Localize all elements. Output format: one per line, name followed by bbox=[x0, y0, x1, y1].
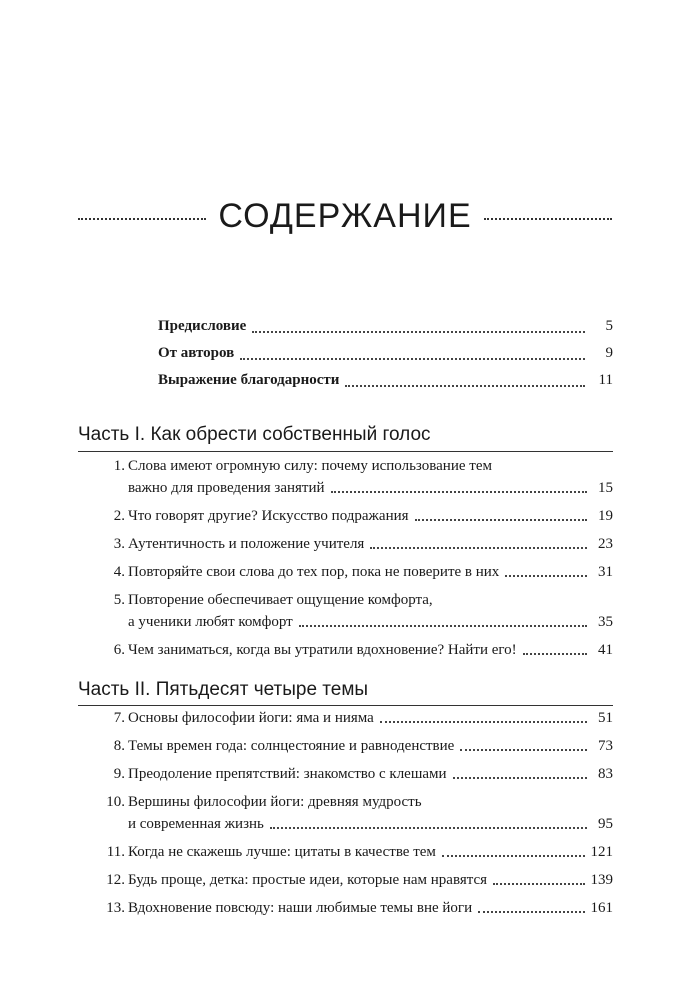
page-number: 19 bbox=[598, 508, 613, 524]
chapter-title: Вершины философии йоги: древняя мудрость bbox=[128, 794, 422, 810]
front-matter-list bbox=[158, 313, 613, 394]
chapter-number: 5. bbox=[113, 592, 125, 608]
chapter-title: Основы философии йоги: яма и нияма bbox=[128, 710, 374, 726]
dot-leader bbox=[240, 358, 585, 360]
dot-leader bbox=[442, 855, 585, 857]
dot-leader bbox=[415, 519, 587, 521]
chapter-number: 7. bbox=[113, 710, 125, 726]
entry-title: Предисловие bbox=[158, 318, 247, 334]
page-title: СОДЕРЖАНИЕ bbox=[218, 196, 472, 235]
page-number: 15 bbox=[598, 480, 613, 496]
page-number: 41 bbox=[598, 642, 613, 658]
chapter-title-cont: и современная жизнь bbox=[128, 816, 264, 832]
chapter-title: Что говорят другие? Искусство подражания bbox=[128, 508, 409, 524]
chapter-entry[interactable] bbox=[100, 735, 613, 757]
entry-title: От авторов bbox=[158, 345, 235, 361]
chapter-title: Аутентичность и положение учителя bbox=[128, 536, 365, 552]
chapter-title: Темы времен года: солнцестояние и равноденствие bbox=[128, 738, 455, 754]
chapter-number: 12. bbox=[106, 872, 125, 888]
page-number: 51 bbox=[598, 710, 613, 726]
page-number: 31 bbox=[598, 564, 613, 580]
part-1-chapters bbox=[100, 455, 613, 661]
chapter-title: Будь проще, детка: простые идеи, которые нам нравятся bbox=[128, 872, 488, 888]
dot-leader bbox=[478, 911, 584, 913]
page-number: 161 bbox=[590, 900, 613, 916]
chapter-number: 4. bbox=[113, 564, 125, 580]
chapter-title: Вдохновение повсюду: наши любимые темы вне йоги bbox=[128, 900, 473, 916]
chapter-entry[interactable] bbox=[100, 869, 613, 891]
dot-leader bbox=[453, 777, 587, 779]
chapter-number: 8. bbox=[113, 738, 125, 754]
part-divider-2 bbox=[78, 705, 613, 706]
dot-leader bbox=[460, 749, 587, 751]
page-number: 5 bbox=[605, 318, 613, 334]
part-divider-1 bbox=[78, 451, 613, 452]
chapter-title-cont: а ученики любят комфорт bbox=[128, 614, 293, 630]
toc-entry-acknowledgements[interactable] bbox=[158, 367, 613, 394]
part-title-2: Часть II. Пятьдесят четыре темы bbox=[78, 679, 369, 700]
chapter-entry[interactable] bbox=[100, 505, 613, 527]
dot-leader bbox=[331, 491, 587, 493]
chapter-title: Когда не скажешь лучше: цитаты в качестве тем bbox=[128, 844, 436, 860]
chapter-title: Слова имеют огромную силу: почему использование тем bbox=[128, 458, 492, 474]
chapter-number: 3. bbox=[113, 536, 125, 552]
chapter-entry[interactable] bbox=[100, 841, 613, 863]
chapter-entry[interactable] bbox=[100, 791, 613, 835]
dot-leader bbox=[345, 385, 585, 387]
dot-leader bbox=[252, 331, 585, 333]
chapter-title: Преодоление препятствий: знакомство с клешами bbox=[128, 766, 447, 782]
chapter-entry[interactable] bbox=[100, 533, 613, 555]
header-left-dots bbox=[78, 218, 206, 220]
chapter-number: 9. bbox=[113, 766, 125, 782]
chapter-title-cont: важно для проведения занятий bbox=[128, 480, 325, 496]
chapter-number: 10. bbox=[106, 794, 125, 810]
dot-leader bbox=[370, 547, 587, 549]
dot-leader bbox=[493, 883, 584, 885]
chapter-number: 11. bbox=[106, 844, 125, 860]
chapter-entry[interactable] bbox=[100, 589, 613, 633]
page-number: 73 bbox=[598, 738, 613, 754]
page-number: 121 bbox=[590, 844, 613, 860]
header-right-dots bbox=[484, 218, 612, 220]
toc-entry-preface[interactable] bbox=[158, 313, 613, 340]
chapter-entry[interactable] bbox=[100, 455, 613, 499]
page-number: 11 bbox=[598, 372, 613, 388]
page-number: 23 bbox=[598, 536, 613, 552]
page-number: 35 bbox=[598, 614, 613, 630]
chapter-number: 13. bbox=[106, 900, 125, 916]
entry-title: Выражение благодарности bbox=[158, 372, 340, 388]
chapter-number: 6. bbox=[113, 642, 125, 658]
chapter-number: 2. bbox=[113, 508, 125, 524]
dot-leader bbox=[505, 575, 587, 577]
dot-leader bbox=[299, 625, 587, 627]
chapter-number: 1. bbox=[113, 458, 125, 474]
page-number: 139 bbox=[590, 872, 613, 888]
chapter-title: Чем заниматься, когда вы утратили вдохновение? Найти его! bbox=[128, 642, 517, 658]
chapter-entry[interactable] bbox=[100, 897, 613, 919]
chapter-entry[interactable] bbox=[100, 763, 613, 785]
part-title-1: Часть I. Как обрести собственный голос bbox=[78, 424, 431, 445]
chapter-entry[interactable] bbox=[100, 639, 613, 661]
page-number: 83 bbox=[598, 766, 613, 782]
chapter-entry[interactable] bbox=[100, 707, 613, 729]
dot-leader bbox=[380, 721, 587, 723]
toc-header bbox=[78, 196, 612, 236]
toc-entry-from-authors[interactable] bbox=[158, 340, 613, 367]
chapter-title: Повторение обеспечивает ощущение комфорта, bbox=[128, 592, 433, 608]
dot-leader bbox=[523, 653, 587, 655]
chapter-entry[interactable] bbox=[100, 561, 613, 583]
dot-leader bbox=[270, 827, 587, 829]
page-number: 9 bbox=[605, 345, 613, 361]
part-2-chapters bbox=[100, 707, 613, 919]
page-number: 95 bbox=[598, 816, 613, 832]
chapter-title: Повторяйте свои слова до тех пор, пока не поверите в них bbox=[128, 564, 500, 580]
